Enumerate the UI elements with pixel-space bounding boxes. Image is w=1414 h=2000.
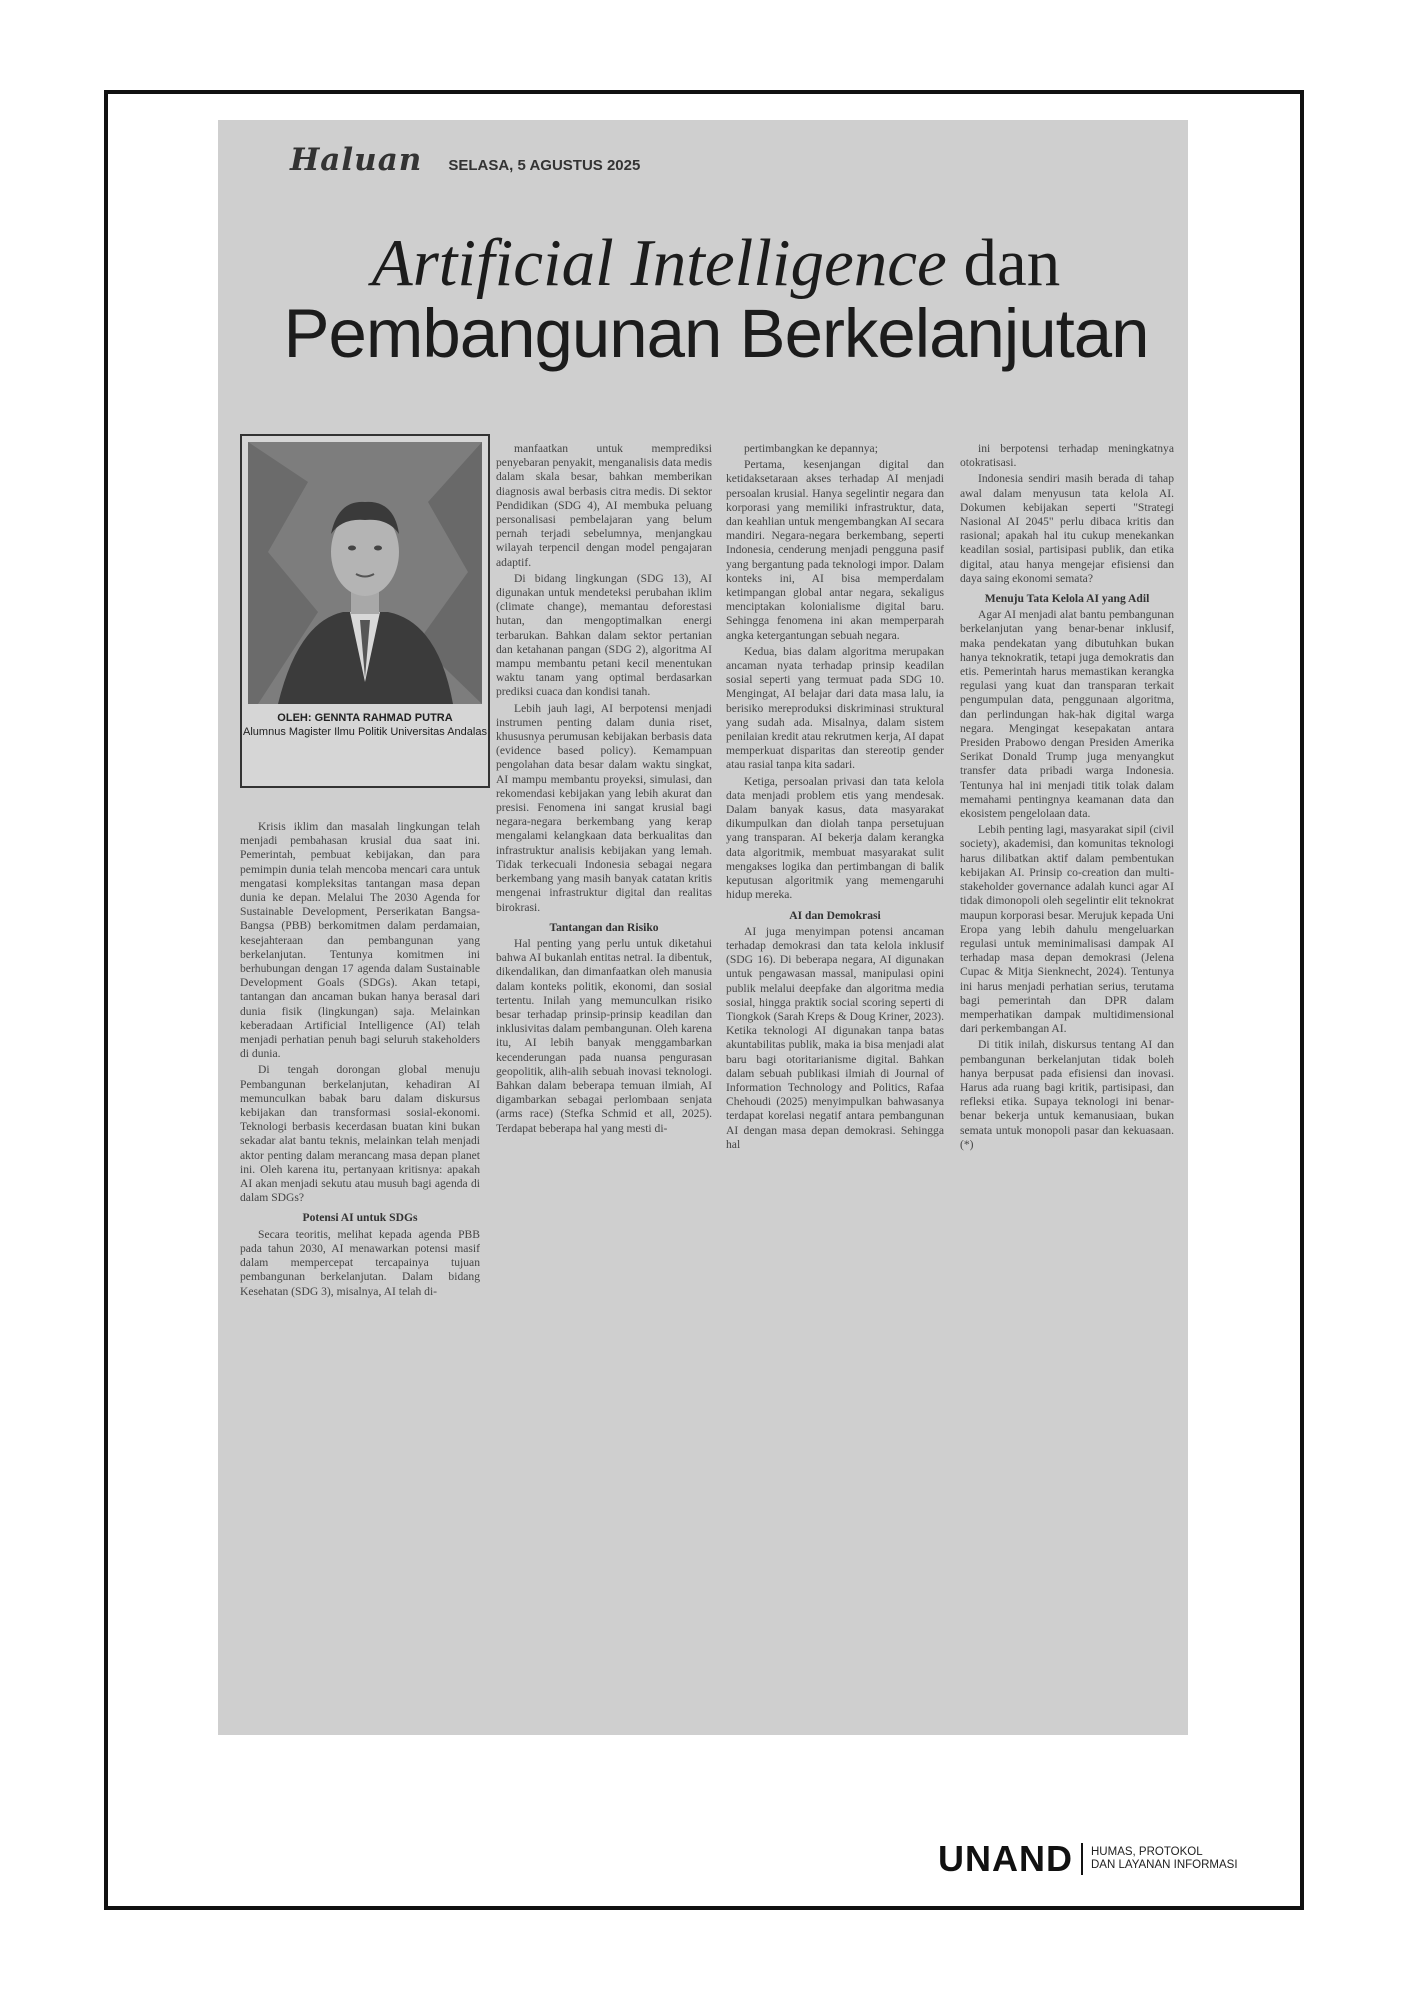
paragraph: Lebih penting lagi, masyarakat sipil (civil society), akademisi, dan komunitas teknologi harus dilibatkan aktif dalam pembentukan kebijakan AI. Prinsip co-creation dan multi-stakeholder governance adalah kunci agar AI tidak dimonopoli oleh segelintir elit teknokrat maupun korporasi besar. Merujuk kepada Uni Eropa yang lebih dahulu mengeluarkan regulasi untuk meminimalisasi dampak AI terhadap masa depan demokrasi (Jelena Cupac & Mitja Sienknecht, 2024). Tentunya ini harus menjadi perhatian serius, terutama bagi pemerintah dan DPR dalam memperhatikan dampak multidimensional dari perkembangan AI. — [960, 823, 1174, 1036]
paragraph: Indonesia sendiri masih berada di tahap awal dalam menyusun tata kelola AI. Dokumen kebijakan seperti "Strategi Nasional AI 2045" perlu dibaca kritis dan rasional; apakah hal itu cukup menekankan keadilan sosial, partisipasi publik, dan etika digital, atau hanya mengejar efisiensi dan daya saing ekonomi semata? — [960, 472, 1174, 585]
paragraph: ini berpotensi terhadap meningkatnya otokratisasi. — [960, 442, 1174, 470]
subheading: Tantangan dan Risiko — [549, 920, 659, 934]
article-column-2 — [496, 442, 712, 1138]
article-column-4 — [960, 442, 1174, 1154]
paragraph: Di titik inilah, diskursus tentang AI dan pembangunan berkelanjutan tidak boleh hanya berpusat pada efisiensi dan inovasi. Harus ada ruang bagi kritik, partisipasi, dan refleksi etika. Supaya teknologi ini benar-benar bekerja untuk kemanusiaan, bukan semata untuk monopoli pasar dan kekuasaan. (*) — [960, 1038, 1174, 1151]
newspaper-logo: Haluan — [290, 142, 423, 178]
paragraph: Ketiga, persoalan privasi dan tata kelola data menjadi problem etis yang mendesak. Dalam banyak kasus, data masyarakat dikumpulkan dan diolah tanpa persetujuan yang transparan. AI bekerja dalam kerangka data algoritmik, membuat masyarakat sulit mengakses logika dan pertimbangan di balik keputusan algoritmik yang memengaruhi hidup mereka. — [726, 774, 944, 902]
footer-logo — [938, 1838, 1238, 1880]
paragraph: Kedua, bias dalam algoritma merupakan ancaman nyata terhadap prinsip keadilan sosial seperti yang termuat pada SDG 10. Mengingat, AI belajar dari data masa lalu, ia berisiko mereproduksi diskriminasi struktural yang sudah ada. Misalnya, dalam sistem penilaian kredit atau rekrutmen kerja, AI dapat memperkuat disparitas dan stereotip gender atau rasial tanpa kita sadari. — [726, 644, 944, 772]
subheading: Menuju Tata Kelola AI yang Adil — [984, 592, 1150, 606]
article-column-3 — [726, 442, 944, 1154]
publication-date: SELASA, 5 AGUSTUS 2025 — [448, 157, 641, 174]
article-headline — [266, 228, 1166, 371]
footer-divider — [1081, 1843, 1083, 1875]
paragraph: manfaatkan untuk memprediksi penyebaran penyakit, menganalisis data medis dalam skala besar, bahkan memberikan diagnosis awal berbasis citra medis. Di sektor Pendidikan (SDG 4), AI membuka peluang personalisasi pembelajaran yang belum pernah terjadi sebelumnya, menjangkau wilayah terpencil dengan model pengajaran adaptif. — [496, 442, 712, 569]
headline-connector: dan — [963, 226, 1061, 300]
paragraph: Secara teoritis, melihat kepada agenda PBB pada tahun 2030, AI menawarkan potensi masif dalam mempercepat tercapainya tujuan pembangunan berkelanjutan. Dalam bidang Kesehatan (SDG 3), misalnya, AI telah di- — [240, 1227, 480, 1298]
author-photo — [248, 442, 482, 704]
paragraph: Lebih jauh lagi, AI berpotensi menjadi instrumen penting dalam dunia riset, khususnya perumusan kebijakan berbasis data (evidence based policy). Kemampuan pengolahan data besar dalam waktu singkat, AI mampu membantu proyeksi, simulasi, dan rekomendasi kebijakan yang lebih akurat dan presisi. Fenomena ini sangat krusial bagi negara-negara berkembang yang kerap mengalami kelangkaan data berkualitas dan infrastruktur analisis kebijakan yang lemah. Tidak terkecuali Indonesia sebagai negara berkembang yang masih banyak catatan kritis mengenai infrastruktur digital dan realitas birokrasi. — [496, 701, 712, 914]
headline-italic: Artificial Intelligence — [371, 226, 947, 300]
article-column-1 — [240, 820, 480, 1301]
paragraph: pertimbangkan ke depannya; — [744, 442, 878, 455]
headline-line2: Pembangunan Berkelanjutan — [283, 295, 1149, 373]
paragraph: Hal penting yang perlu untuk diketahui bahwa AI bukanlah entitas netral. Ia dibentuk, dikendalikan, dan dimanfaatkan oleh manusia dalam konteks politik, ekonomi, dan sosial tertentu. Inilah yang memunculkan risiko besar terhadap prinsip-prinsip keadilan dan inklusivitas dalam pembangunan. Oleh karena itu, AI lebih banyak menggambarkan kecenderungan pada nuansa pengurasan geopolitik, alih-alih sebuah inovasi teknologi. Bahkan dalam beberapa temuan ilmiah, AI digambarkan sebagai perlombaan senjata (arms race) (Stefka Schmid et all, 2025). Terdapat beberapa hal yang mesti di- — [496, 936, 712, 1135]
paragraph: Di tengah dorongan global menuju Pembangunan berkelanjutan, kehadiran AI memunculkan babak baru dalam diskursus kebijakan dan transformasi sosial-ekonomi. Teknologi berbasis kecerdasan buatan kini bukan sekadar alat bantu teknis, melainkan telah menjadi aktor penting dalam merancang masa depan planet ini. Oleh karena itu, pertanyaan kritisnya: apakah AI akan menjadi sekutu atau musuh bagi agenda di dalam SDGs? — [240, 1063, 480, 1205]
masthead — [290, 142, 640, 178]
unit-name: HUMAS, PROTOKOL DAN LAYANAN INFORMASI — [1091, 1846, 1238, 1871]
paragraph: Pertama, kesenjangan digital dan ketidaksetaraan akses terhadap AI menjadi persoalan krusial. Hanya segelintir negara dan korporasi yang memiliki infrastruktur, data, dan keahlian untuk mengembangkan AI secara mandiri. Negara-negara berkembang, seperti Indonesia, cenderung menjadi pengguna pasif yang bergantung pada teknologi impor. Dalam konteks ini, AI bisa memperdalam ketimpangan global antar negara, sekaligus menciptakan kolonialisme digital baru. Sehingga fenomena ini akan memperparah angka ketergantungan sebuah negara. — [726, 458, 944, 642]
paragraph: Krisis iklim dan masalah lingkungan telah menjadi pembahasan krusial dua saat ini. Pemerintah, pembuat kebijakan, dan para pemimpin dunia telah mencoba mencari cara untuk mengatasi kompleksitas tantangan masa depan dunia ke depan. Melalui The 2030 Agenda for Sustainable Development, Perserikatan Bangsa-Bangsa (PBB) berkomitmen dalam perdamaian, kesejahteraan dan pembangunan yang berkelanjutan. Tentunya komitmen ini berhubungan dengan 17 agenda dalam Sustainable Development Goals (SDGs). Akan tetapi, tantangan dan ancaman bukan hanya berasal dari dunia fisik (lingkungan) saja. Melainkan keberadaan Artificial Intelligence (AI) telah menjadi perhatian penuh bagi seluruh stakeholders di dunia. — [240, 820, 480, 1061]
byline — [242, 712, 488, 740]
unand-wordmark: UNAND — [938, 1838, 1073, 1879]
newspaper-clipping — [218, 120, 1188, 1735]
subheading: AI dan Demokrasi — [789, 908, 881, 922]
author-box — [240, 434, 490, 788]
author-name: OLEH: GENNTA RAHMAD PUTRA — [277, 712, 453, 724]
paragraph: Agar AI menjadi alat bantu pembangunan berkelanjutan yang benar-benar inklusif, maka pendekatan yang dibutuhkan bukan hanya teknokratik, tetapi juga demokratis dan etis. Pemerintah harus memastikan kerangka regulasi yang kuat dan transparan terkait pengumpulan data, penggunaan algoritma, dan perlindungan hak-hak digital warga negara. Mengingat kesepakatan antara Presiden Prabowo dengan Presiden Amerika Serikat Donald Trump juga menyangkut transfer data pribadi warga Indonesia. Tentunya hal ini menjadi titik tolak dalam memahami pentingnya keamanan data dan ekosistem pengelolaan data. — [960, 608, 1174, 821]
paragraph: AI juga menyimpan potensi ancaman terhadap demokrasi dan tata kelola inklusif (SDG 16). Di beberapa negara, AI digunakan untuk pengawasan massal, manipulasi opini publik melalui deepfake dan algoritma media sosial, hingga praktik social scoring seperti di Tiongkok (Sarah Kreps & Doug Kriner, 2023). Ketika teknologi AI digunakan tanpa batas akuntabilitas publik, maka ia bisa menjadi alat baru bagi otoritarianisme digital. Bahkan dalam sebuah publikasi ilmiah di Journal of Information Technology and Politics, Rafaa Chehoudi (2025) menyimpulkan bahwasanya terdapat korelasi negatif antara pembangunan AI dengan masa depan demokrasi. Sehingga hal — [726, 924, 944, 1151]
subheading: Potensi AI untuk SDGs — [302, 1211, 418, 1225]
paragraph: Di bidang lingkungan (SDG 13), AI digunakan untuk mendeteksi perubahan iklim (climate change), memantau deforestasi hutan, dan mengoptimalkan energi terbarukan. Bahkan dalam sektor pertanian dan ketahanan pangan (SDG 2), algoritma AI mampu membantu petani kecil menentukan waktu tanam yang optimal berdasarkan prediksi cuaca dan kondisi tanah. — [496, 571, 712, 699]
author-role: Alumnus Magister Ilmu Politik Universitas Andalas — [243, 725, 487, 738]
